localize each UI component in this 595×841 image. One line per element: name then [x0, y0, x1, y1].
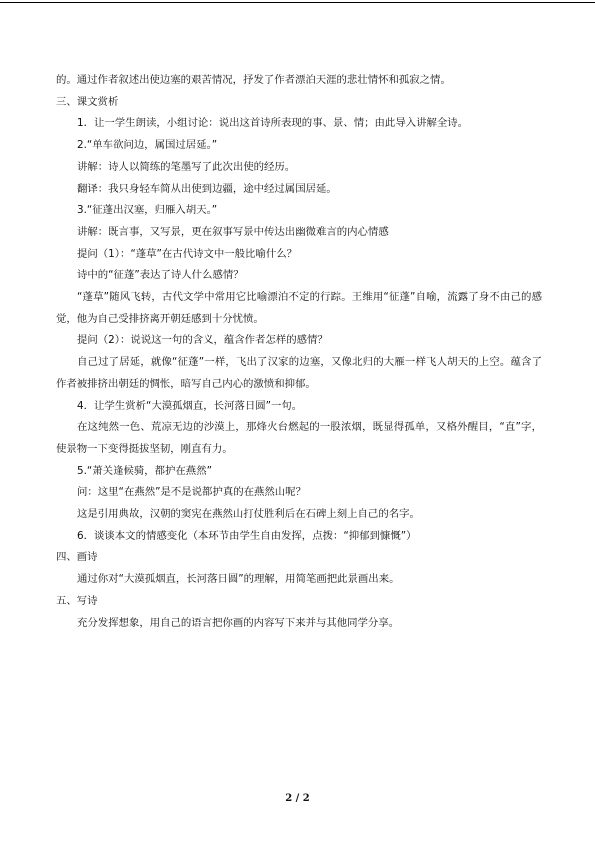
paragraph-continuation: 的。通过作者叙述出使边塞的艰苦情况，抒发了作者漂泊天涯的悲壮情怀和孤寂之情。 [56, 74, 451, 86]
page-number: 2 / 2 [285, 793, 310, 804]
paragraph: 5.“萧关逢候骑，都护在燕然” [77, 464, 212, 477]
paragraph: 讲解：既言事，又写景，更在叙事写景中传达出幽微难言的内心情感 [77, 225, 389, 238]
paragraph: 充分发挥想象，用自己的语言把你画的内容写下来并与其他同学分享。 [77, 616, 400, 629]
paragraph: 问：这里“在燕然”是不是说都护真的在燕然山呢？ [77, 486, 306, 499]
document-body [56, 70, 542, 634]
section-heading-3: 三、课文赏析 [56, 95, 119, 108]
section-heading-5: 五、写诗 [56, 594, 98, 607]
paragraph: 翻译：我只身轻车简从出使到边疆，途中经过属国居延。 [77, 182, 337, 195]
paragraph: 提问（1）：“蓬草”在古代诗文中一般比喻什么？ [77, 247, 297, 260]
paragraph: 在这纯然一色、荒凉无边的沙漠上，那烽火台燃起的一股浓烟，既显得孤单，又格外醒目，“直”字，使景物一下变得挺拔坚韧，刚直有力。 [56, 421, 542, 455]
paragraph: 自己过了居延，就像“征蓬”一样，飞出了汉家的边塞，又像北归的大雁一样飞人胡天的上空。蕴含了作者被排挤出朝廷的惆怅，暗写自己内心的激愤和抑郁。 [56, 356, 542, 390]
paragraph: “蓬草”随风飞转，古代文学中常用它比喻漂泊不定的行踪。王维用“征蓬”自喻，流露了身不由己的感觉，他为自己受排挤离开朝廷感到十分忧愤。 [56, 291, 542, 325]
paragraph: 讲解：诗人以简练的笔墨写了此次出使的经历。 [77, 160, 296, 173]
paragraph: 诗中的“征蓬”表达了诗人什么感情？ [77, 269, 244, 282]
paragraph: 提问（2）：说说这一句的含义，蕴含作者怎样的感情？ [77, 334, 328, 347]
paragraph: 6．谈谈本文的情感变化（本环节由学生自由发挥，点拨：“抑郁到慷慨”） [77, 529, 417, 542]
top-border-line [0, 2, 595, 3]
paragraph: 4．让学生赏析“大漠孤烟直，长河落日圆”一句。 [77, 399, 303, 412]
paragraph: 1．让一学生朗读，小组讨论：说出这首诗所表现的事、景、情；由此导入讲解全诗。 [77, 117, 469, 130]
paragraph: 3.“征蓬出汉塞，归雁入胡天。” [77, 204, 218, 217]
paragraph: 通过你对“大漠孤烟直，长河落日圆”的理解，用简笔画把此景画出来。 [77, 573, 400, 586]
paragraph: 这是引用典故，汉朝的窦宪在燕然山打仗胜利后在石碑上刻上自己的名字。 [77, 508, 420, 521]
section-heading-4: 四、画诗 [56, 551, 98, 564]
paragraph: 2.“单车欲问边，属国过居延。” [77, 139, 218, 152]
